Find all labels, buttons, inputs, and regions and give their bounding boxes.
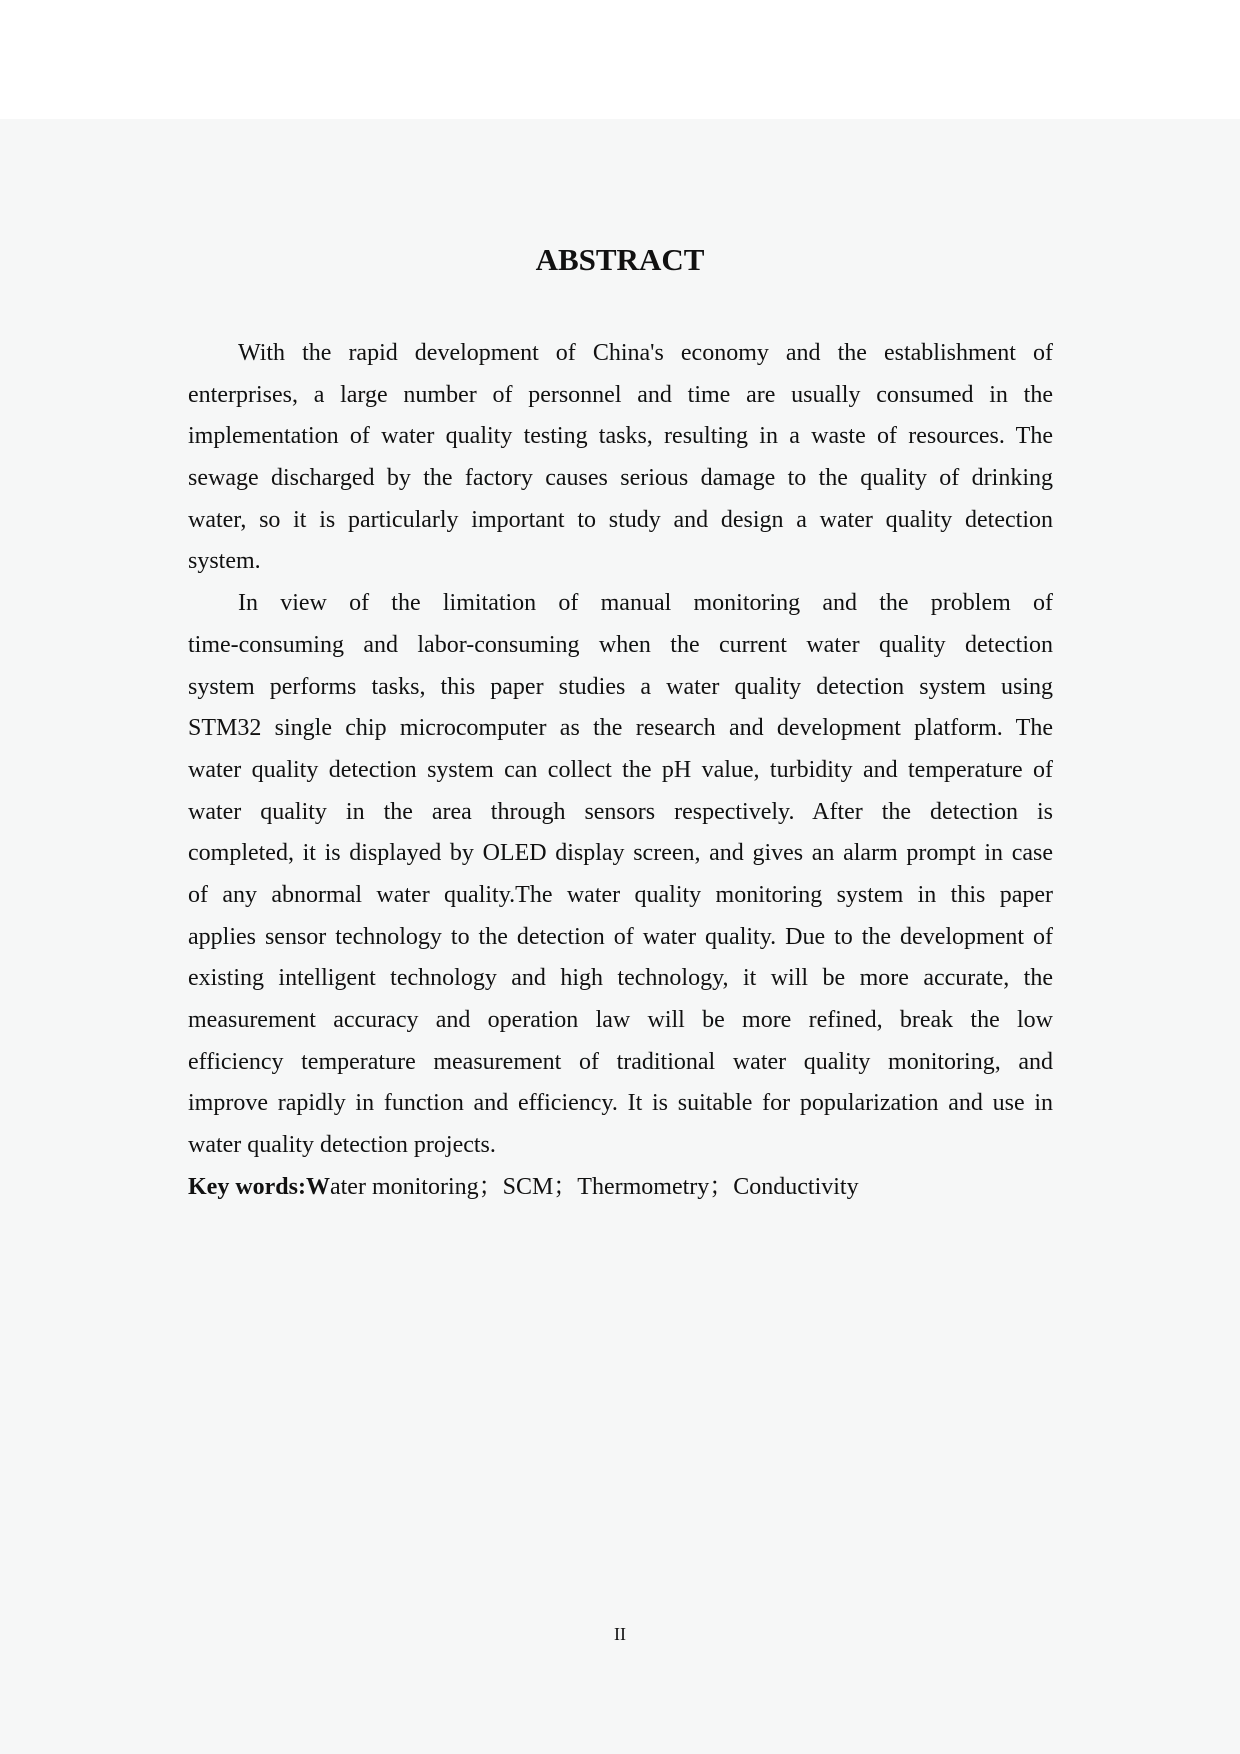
paragraph-line: measurement accuracy and operation law will be more refined, break the low (188, 1007, 1053, 1033)
paragraph-line: STM32 single chip microcomputer as the research and development platform. The (188, 715, 1053, 742)
abstract-title: ABSTRACT (535, 242, 705, 277)
paragraph-line: water quality detection system can collect the pH value, turbidity and temperature of (188, 756, 1053, 783)
abstract-body (188, 333, 1053, 1208)
paragraph-line: system. (188, 548, 261, 575)
paragraph-line: With the rapid development of China's economy and the establishment of (238, 340, 1053, 366)
paragraph-line: improve rapidly in function and efficiency. It is suitable for popularization and use in (188, 1090, 1053, 1117)
paragraph-line: water, so it is particularly important to study and design a water quality detection (188, 506, 1053, 533)
paragraph-line: existing intelligent technology and high technology, it will be more accurate, the (188, 965, 1053, 992)
keywords-label: Key words:W (188, 1173, 330, 1200)
paragraph-line: sewage discharged by the factory causes serious damage to the quality of drinking (188, 465, 1053, 492)
paragraph-line: implementation of water quality testing tasks, resulting in a waste of resources. The (188, 423, 1053, 450)
paragraph-line: time-consuming and labor-consuming when the current water quality detection (188, 631, 1053, 658)
page-number: II (614, 1624, 626, 1644)
paragraph-line: water quality detection projects. (188, 1132, 496, 1159)
paragraph-line: of any abnormal water quality.The water quality monitoring system in this paper (188, 881, 1053, 908)
paragraph-line: applies sensor technology to the detection of water quality. Due to the development of (188, 923, 1053, 950)
keywords-text: ater monitoring；SCM；Thermometry；Conductivity (329, 1173, 859, 1200)
paragraph-line: efficiency temperature measurement of traditional water quality monitoring, and (188, 1048, 1053, 1075)
paragraph-line: In view of the limitation of manual monitoring and the problem of (238, 590, 1053, 617)
paragraph-line: water quality in the area through sensors respectively. After the detection is (188, 798, 1053, 825)
paragraph-line: system performs tasks, this paper studies a water quality detection system using (188, 673, 1053, 700)
paragraph-line: completed, it is displayed by OLED display screen, and gives an alarm prompt in case (188, 840, 1053, 867)
paragraph-line: enterprises, a large number of personnel and time are usually consumed in the (188, 381, 1053, 408)
keywords (188, 1167, 1053, 1209)
